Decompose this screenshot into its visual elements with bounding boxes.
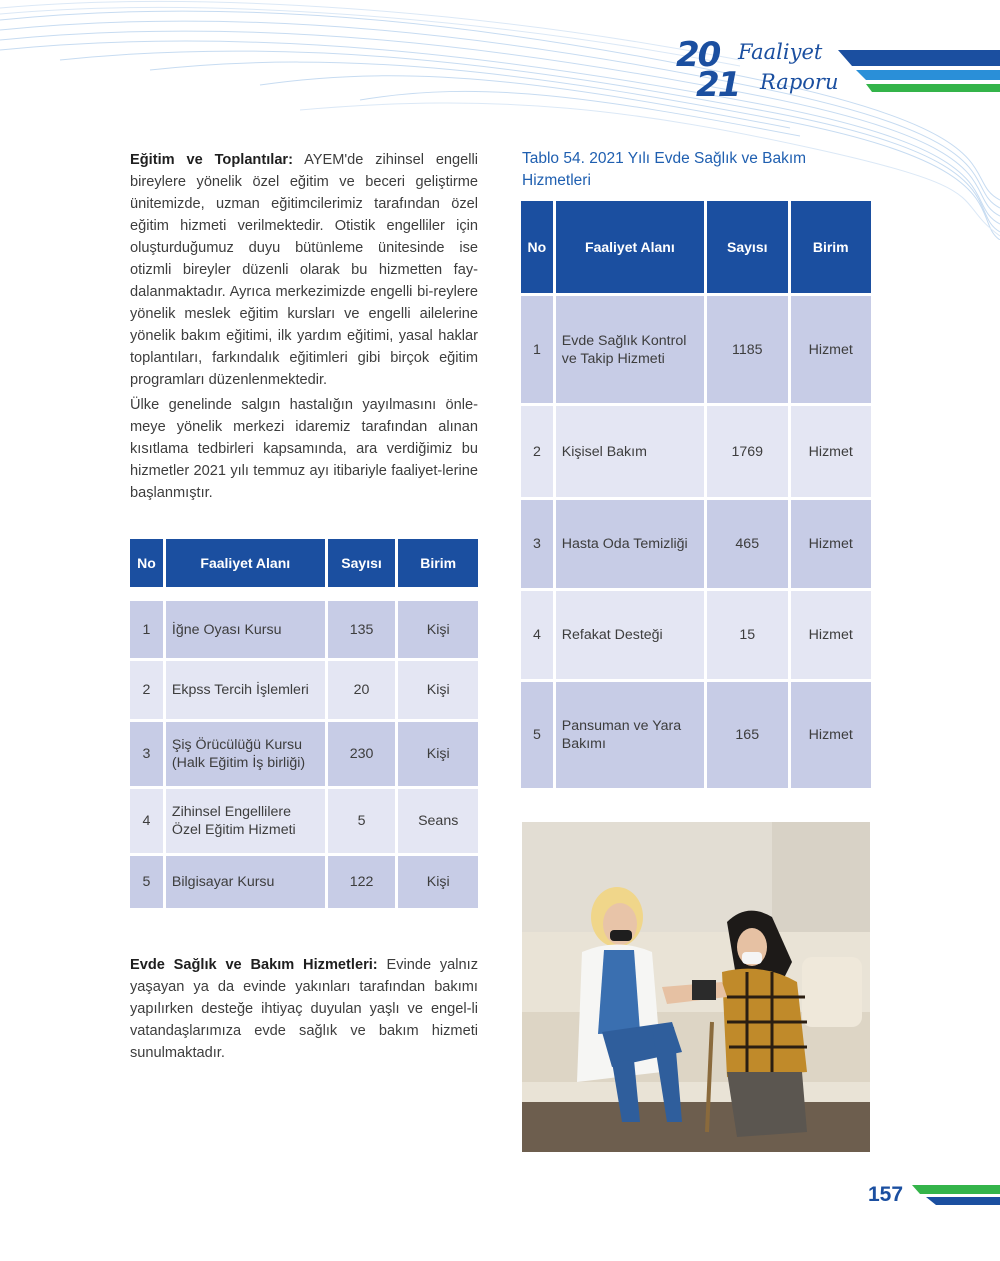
header-sayisi: Sayısı: [707, 201, 787, 293]
cell-no: 4: [521, 591, 553, 679]
table-evde-saglik: [518, 198, 874, 791]
cell-sayisi: 165: [707, 682, 787, 788]
table-row: [521, 296, 871, 403]
cell-faaliyet: Şiş Örücülüğü Kursu (Halk Eğitim İş birliği): [166, 722, 325, 786]
paragraph-heading: Evde Sağlık ve Bakım Hizmetleri:: [130, 957, 378, 973]
logo-year: [676, 35, 740, 106]
paragraph-text: Evinde yalnız yaşayan ya da evinde yakınları tarafından bakımı yapılırken desteğe ihtiyaç duyulan yaşlı ve engel-li vatandaşlarımıza evde sağlık ve bakım hizmeti sunulmaktadır.: [130, 957, 479, 1061]
cell-birim: Kişi: [398, 601, 478, 658]
paragraph-evde-saglik: [130, 954, 478, 1064]
cell-birim: Hizmet: [791, 296, 872, 403]
paragraph-egitim-toplantilar: [130, 149, 478, 391]
cell-birim: Kişi: [398, 722, 478, 786]
logo-word-raporu: Raporu: [760, 70, 839, 94]
header-lightblue-stripe: [856, 70, 1000, 80]
cell-faaliyet: Pansuman ve Yara Bakımı: [556, 682, 704, 788]
logo-word-faaliyet: Faaliyet: [738, 40, 823, 64]
cell-birim: Hizmet: [791, 406, 872, 497]
cell-sayisi: 15: [707, 591, 787, 679]
header-faaliyet-alani: Faaliyet Alanı: [556, 201, 704, 293]
cell-no: 1: [521, 296, 553, 403]
cell-faaliyet: Hasta Oda Temizliği: [556, 500, 704, 588]
cell-faaliyet: Evde Sağlık Kontrol ve Takip Hizmeti: [556, 296, 704, 403]
cell-birim: Kişi: [398, 856, 478, 908]
photo-home-care-visit: [522, 822, 870, 1152]
cell-birim: Hizmet: [791, 682, 872, 788]
paragraph-text: AYEM'de zihinsel engelli bireylere yönelik özel eğitim ve beceri geliştirme ünitemizde, uzman eğitimcilerimiz tarafından özel eğitim hizmeti verilmektedir. Otistik engelliler için oluşturduğumuz duyu bütünleme ünitesinde ise otizmli bireyler düzenli olarak bu hizmetten fay-dalanmaktadır. Ayrıca merkezimizde engelli bi-reylere yönelik meslek eğitim kursları ve engelli ailelerine yönelik bakım eğitimi, ilk yardım eğitimi, yasal haklar toplantıları, farkındalık eğitimleri gibi birçok eğitim programları düzenlenmektedir.: [130, 152, 479, 388]
cell-sayisi: 230: [328, 722, 396, 786]
table-header-row: [130, 539, 478, 587]
cell-faaliyet: Kişisel Bakım: [556, 406, 704, 497]
cell-no: 3: [521, 500, 553, 588]
cell-sayisi: 5: [328, 789, 396, 853]
paragraph-heading: Eğitim ve Toplantılar:: [130, 152, 293, 168]
cell-no: 1: [130, 601, 163, 658]
table-header-row: [521, 201, 871, 293]
cell-sayisi: 20: [328, 661, 396, 719]
page-number: 157: [868, 1183, 904, 1206]
logo-year-top: 20: [676, 35, 720, 75]
table-row: [521, 682, 871, 788]
cell-no: 3: [130, 722, 163, 786]
table-egitim-faaliyetleri: [127, 536, 481, 911]
paragraph-text: Ülke genelinde salgın hastalığın yayılmasını önle-meye yönelik merkezi idaremiz tarafından alınan kısıtlama tedbirleri kapsamında, ara verdiğimiz bu hizmetler 2021 yılı temmuz ayı itibariyle faaliyet-lerine başlanmıştır.: [130, 397, 478, 501]
cell-no: 2: [130, 661, 163, 719]
logo-year-bottom: 21: [696, 65, 740, 105]
header-blue-stripe: [838, 50, 1000, 66]
cell-no: 5: [521, 682, 553, 788]
table-row: [521, 591, 871, 679]
cell-faaliyet: Refakat Desteği: [556, 591, 704, 679]
cell-birim: Seans: [398, 789, 478, 853]
table-caption: Tablo 54. 2021 Yılı Evde Sağlık ve Bakım Hizmetleri: [522, 150, 807, 189]
cell-sayisi: 1185: [707, 296, 787, 403]
cell-birim: Hizmet: [791, 591, 872, 679]
header-birim: Birim: [791, 201, 872, 293]
cell-sayisi: 135: [328, 601, 396, 658]
cell-faaliyet: Zihinsel Engellilere Özel Eğitim Hizmeti: [166, 789, 325, 853]
table-row: [130, 601, 478, 658]
cell-faaliyet: İğne Oyası Kursu: [166, 601, 325, 658]
header-faaliyet-alani: Faaliyet Alanı: [166, 539, 325, 587]
cell-no: 4: [130, 789, 163, 853]
cell-faaliyet: Bilgisayar Kursu: [166, 856, 325, 908]
cell-faaliyet: Ekpss Tercih İşlemleri: [166, 661, 325, 719]
table-row: [521, 500, 871, 588]
table-row: [130, 789, 478, 853]
cell-sayisi: 465: [707, 500, 787, 588]
footer-stripes: [900, 1183, 1000, 1213]
table-row: [130, 722, 478, 786]
cell-sayisi: 122: [328, 856, 396, 908]
cell-no: 5: [130, 856, 163, 908]
cell-birim: Kişi: [398, 661, 478, 719]
cell-birim: Hizmet: [791, 500, 872, 588]
header-green-stripe: [866, 84, 1000, 92]
header-sayisi: Sayısı: [328, 539, 396, 587]
table-row: [521, 406, 871, 497]
table-row: [130, 856, 478, 908]
table-row: [130, 661, 478, 719]
header-birim: Birim: [398, 539, 478, 587]
cell-sayisi: 1769: [707, 406, 787, 497]
paragraph-salgin: [130, 394, 478, 504]
header-no: No: [130, 539, 163, 587]
header-no: No: [521, 201, 553, 293]
cell-no: 2: [521, 406, 553, 497]
